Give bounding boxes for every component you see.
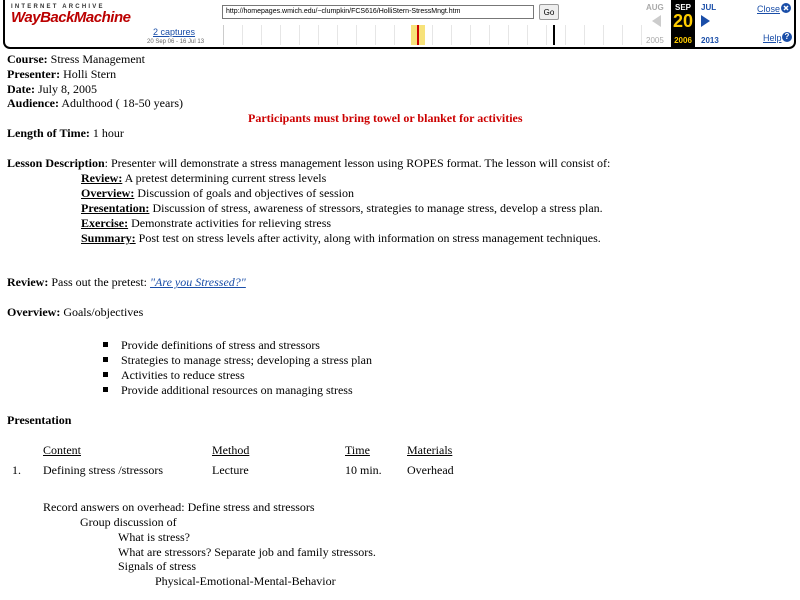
- go-button[interactable]: Go: [539, 4, 559, 20]
- column-header-method: Method: [212, 443, 250, 457]
- note-line: Physical-Emotional-Mental-Behavior: [155, 574, 336, 588]
- objective-item: Activities to reduce stress: [121, 368, 245, 382]
- next-year[interactable]: 2013: [701, 36, 719, 45]
- date-line: [7, 82, 97, 96]
- review-text: Pass out the pretest:: [48, 275, 150, 289]
- wayback-toolbar: [3, 0, 796, 49]
- row-method: Lecture: [212, 463, 249, 477]
- date-label: Date:: [7, 82, 35, 96]
- objective-item: Provide definitions of stress and stressors: [121, 338, 320, 352]
- logo-main-text: WayBackMachine: [11, 9, 131, 26]
- length-label: Length of Time:: [7, 126, 90, 140]
- prev-year[interactable]: 2005: [646, 36, 664, 45]
- row-materials: Overhead: [407, 463, 454, 477]
- presenter-value: Holli Stern: [63, 67, 117, 81]
- audience-label: Audience:: [7, 96, 59, 110]
- presentation-heading: Presentation: [7, 413, 72, 427]
- overview-label: Overview:: [7, 305, 61, 319]
- prev-arrow-icon: [652, 15, 661, 27]
- bullet-icon: [103, 342, 108, 347]
- captures-link[interactable]: 2 captures: [153, 27, 196, 37]
- lesson-intro: : Presenter will demonstrate a stress management lesson using ROPES format. The lesson will consist of:: [104, 156, 611, 170]
- sparkline-capture-marker: [553, 25, 555, 45]
- ropes-text: A pretest determining current stress levels: [122, 171, 327, 185]
- date-value: July 8, 2005: [37, 82, 97, 96]
- note-line: Record answers on overhead: Define stress and stressors: [43, 500, 315, 514]
- note-line: What is stress?: [118, 530, 190, 544]
- wayback-logo[interactable]: [11, 4, 137, 26]
- ropes-text: Discussion of stress, awareness of stressors, strategies to manage stress, develop a stress plan.: [149, 201, 603, 215]
- current-day: 20: [672, 11, 694, 31]
- close-icon[interactable]: [781, 3, 791, 13]
- ropes-item-review: [81, 171, 326, 185]
- ropes-term: Overview:: [81, 186, 135, 200]
- ropes-text: Discussion of goals and objectives of session: [134, 186, 354, 200]
- column-header-materials: Materials: [407, 443, 453, 457]
- ropes-item-overview: [81, 186, 354, 200]
- captures-range: 20 Sep 06 - 16 Jul 13: [147, 39, 205, 45]
- url-input[interactable]: http://homepages.wmich.edu/~clumpkin/FCS616/HolliStern-StressMngt.htm: [222, 5, 534, 19]
- logo-top-text: INTERNET ARCHIVE: [11, 4, 105, 10]
- review-line: [7, 275, 246, 289]
- ropes-text: Demonstrate activities for relieving stress: [128, 216, 332, 230]
- ropes-term: Review:: [81, 171, 123, 185]
- bullet-icon: [103, 372, 108, 377]
- sparkline-current-marker: [417, 25, 419, 45]
- next-month[interactable]: JUL: [701, 3, 717, 12]
- length-line: [7, 126, 124, 140]
- lesson-label: Lesson Description: [7, 156, 105, 170]
- pretest-link[interactable]: "Are you Stressed?": [149, 275, 246, 289]
- ropes-text: Post test on stress levels after activity, along with information on stress management techniques.: [135, 231, 601, 245]
- ropes-term: Summary:: [81, 231, 136, 245]
- ropes-item-exercise: [81, 216, 331, 230]
- course-value: Stress Management: [50, 52, 145, 66]
- course-label: Course:: [7, 52, 48, 66]
- presenter-label: Presenter:: [7, 67, 61, 81]
- review-label: Review:: [7, 275, 49, 289]
- row-number: 1.: [12, 463, 21, 477]
- note-line: Signals of stress: [118, 559, 196, 573]
- audience-value: Adulthood ( 18-50 years): [61, 96, 183, 110]
- ropes-term: Exercise:: [81, 216, 129, 230]
- activities-notice: Participants must bring towel or blanket for activities: [248, 111, 523, 125]
- help-icon[interactable]: ?: [782, 32, 792, 42]
- note-line: Group discussion of: [80, 515, 177, 529]
- objective-item: Provide additional resources on managing stress: [121, 383, 353, 397]
- ropes-term: Presentation:: [81, 201, 150, 215]
- audience-line: [7, 96, 183, 110]
- close-link[interactable]: Close: [757, 4, 781, 14]
- overview-line: [7, 305, 143, 319]
- bullet-icon: [103, 387, 108, 392]
- column-header-time: Time: [345, 443, 370, 457]
- help-link[interactable]: Help: [763, 33, 782, 43]
- prev-month[interactable]: AUG: [646, 3, 664, 12]
- row-content: Defining stress /stressors: [43, 463, 163, 477]
- current-date-block: [671, 0, 695, 47]
- presenter-line: [7, 67, 116, 81]
- length-value: 1 hour: [92, 126, 124, 140]
- row-time: 10 min.: [345, 463, 382, 477]
- note-line: What are stressors? Separate job and family stressors.: [118, 545, 376, 559]
- bullet-icon: [103, 357, 108, 362]
- lesson-description: [7, 156, 610, 170]
- ropes-item-summary: [81, 231, 601, 245]
- objective-item: Strategies to manage stress; developing a stress plan: [121, 353, 372, 367]
- current-year: 2006: [674, 36, 692, 45]
- column-header-content: Content: [43, 443, 81, 457]
- ropes-item-presentation: [81, 201, 603, 215]
- overview-text: Goals/objectives: [60, 305, 144, 319]
- next-arrow-icon[interactable]: [701, 15, 710, 27]
- current-month: SEP: [674, 3, 691, 12]
- course-line: [7, 52, 145, 66]
- capture-sparkline[interactable]: [223, 25, 644, 45]
